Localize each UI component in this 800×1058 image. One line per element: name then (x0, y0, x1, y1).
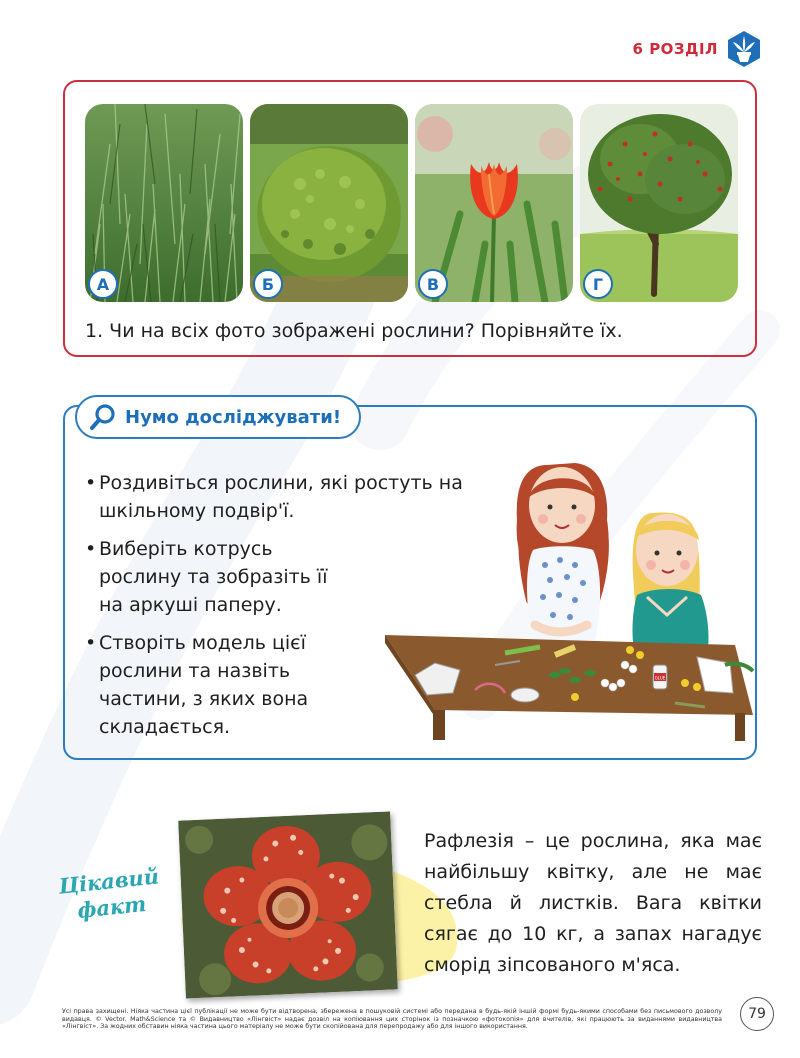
chapter-header (633, 30, 762, 68)
explore-title: Нумо досліджувати! (125, 406, 342, 428)
photo-letter-g: Г (583, 269, 613, 299)
fact-label-line1: Цікавий (57, 863, 161, 899)
chapter-label: 6 РОЗДІЛ (632, 40, 718, 58)
copyright-footer: Усі права захищені. Ніяка частина цієї публікації не може бути відтворена, збережена в пошуковій системі або передана в будь-якій іншій формі будь-якими способами без письмового дозволу видавця. © Vector. Math&Science та © Видавництво «Лінгвіст» надає дозвіл на копіювання цих сторінок із позначкою «фотокопія» для вчителів, які працюють за виданнями видавництва «Лінгвіст». За жодних обставин ніяка частина цього матеріалу не може бути скопійована для перепродажу або для іншого використання. (62, 1008, 722, 1031)
explore-box (63, 405, 757, 760)
photo-letter-a: А (88, 269, 118, 299)
page-number: 79 (740, 997, 774, 1031)
fact-label-line2: факт (76, 890, 148, 923)
explore-item: • Виберіть котрусь рослину та зобразіть її на аркуші паперу. (85, 535, 329, 619)
fact-text: Рафлезія – це рослина, яка має найбільшу квітку, але не має стебла й листків. Вага квітки сягає до 10 кг, а запах нагадує сморід зіпсованого м'яса. (424, 830, 762, 976)
rafflesia-photo (178, 811, 398, 998)
task1-box (63, 80, 757, 357)
photo-shrub (250, 104, 408, 302)
glue-label: GLUE (654, 675, 666, 681)
photo-grass (85, 104, 243, 302)
fact-label (58, 862, 173, 925)
girls-crafting-illustration (375, 425, 755, 743)
explore-tab (75, 395, 361, 439)
magnifier-icon (89, 403, 117, 431)
question-1: 1. Чи на всіх фото зображені рослини? Порівняйте їх. (85, 320, 623, 342)
explore-item: • Роздивіться рослини, які ростуть на шкільному подвір'ї. (85, 469, 479, 525)
plant-in-pot-icon (726, 30, 762, 68)
photo-row (85, 104, 738, 302)
photo-tree (580, 104, 738, 302)
rafflesia-image (178, 811, 398, 998)
photo-letter-b: Б (253, 269, 283, 299)
explore-item: • Створіть модель цієї рослини та назвіть частини, з яких вона складається. (85, 629, 349, 741)
photo-letter-v: В (418, 269, 448, 299)
photo-tulip (415, 104, 573, 302)
